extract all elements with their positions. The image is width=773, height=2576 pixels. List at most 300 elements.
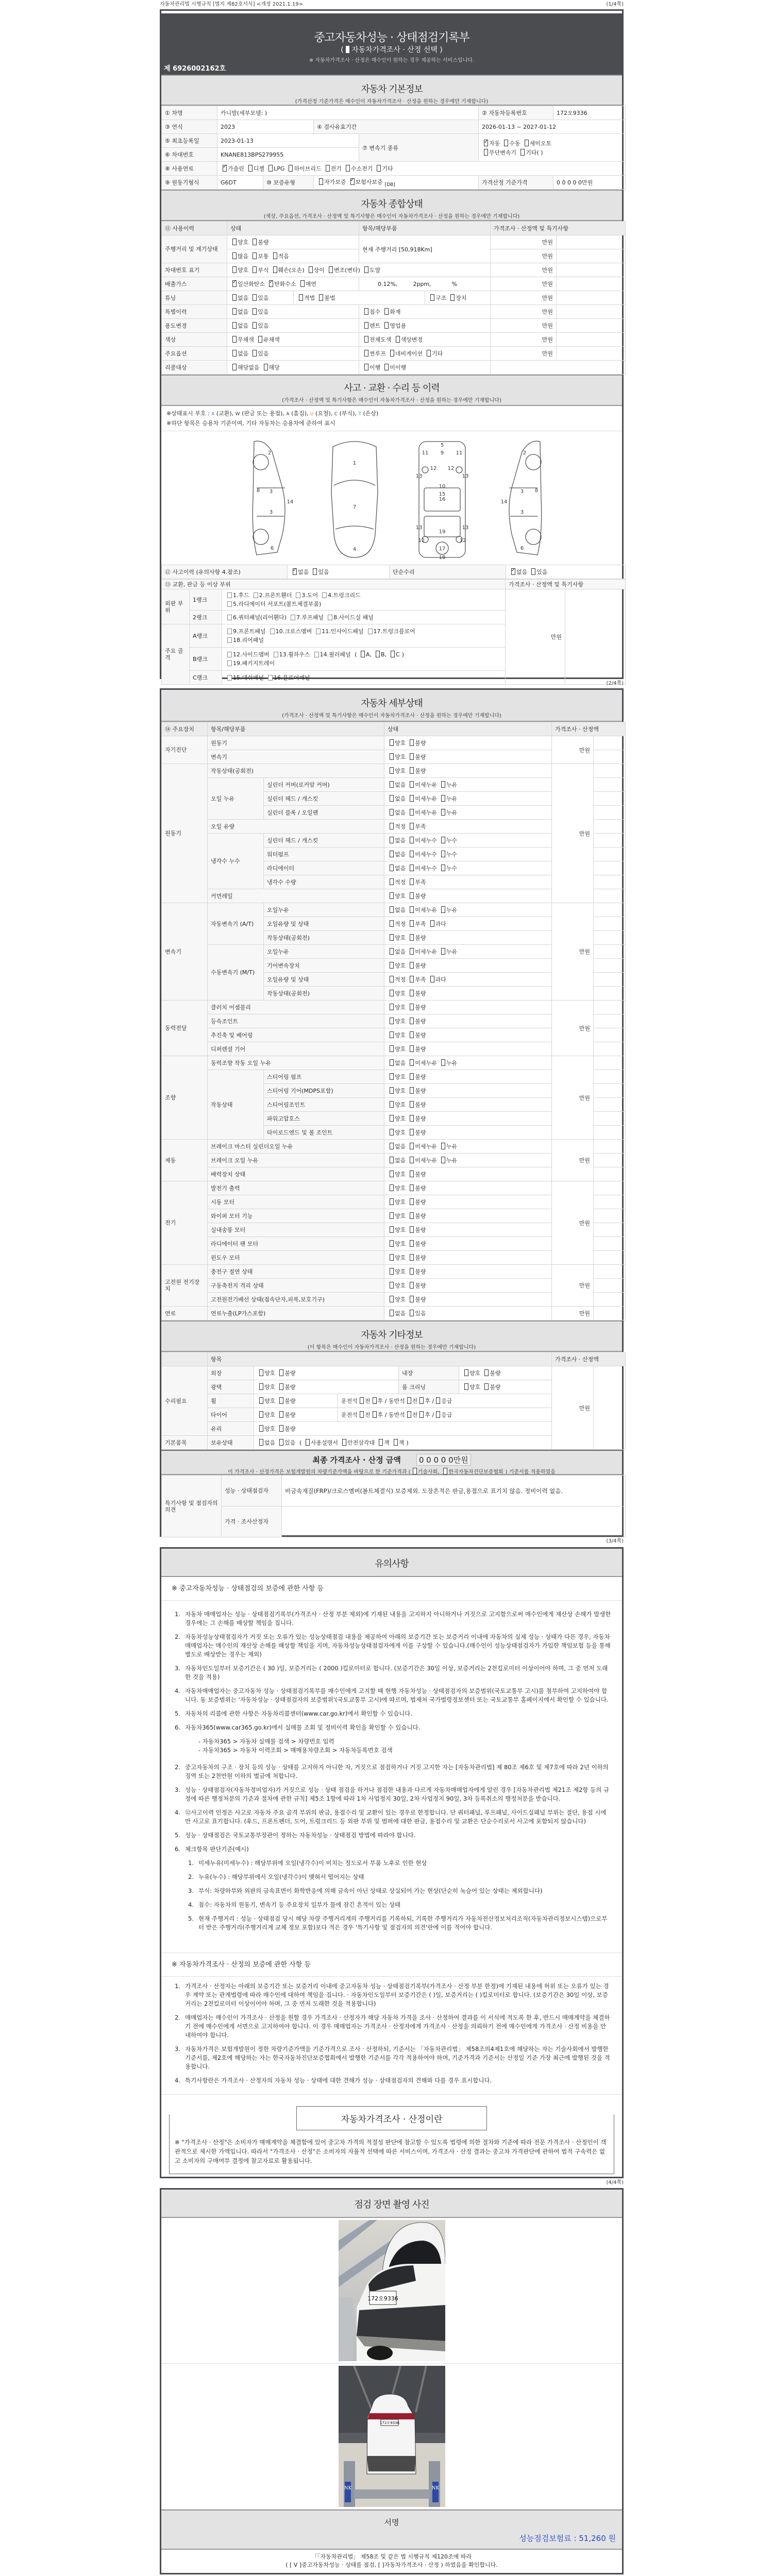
checkbox[interactable]: [390, 1059, 394, 1066]
checkbox[interactable]: [410, 1268, 414, 1275]
checkbox[interactable]: [484, 149, 488, 156]
checkbox-option[interactable]: [250, 323, 268, 329]
part-option[interactable]: [225, 601, 321, 607]
checkbox[interactable]: [390, 753, 394, 760]
part-option[interactable]: [225, 651, 270, 658]
checkbox-option[interactable]: [388, 1157, 406, 1164]
checkbox[interactable]: [410, 781, 414, 788]
checkbox-option[interactable]: [221, 165, 244, 172]
checkbox-option[interactable]: [408, 809, 437, 816]
checkbox-option[interactable]: [509, 569, 527, 575]
part-option[interactable]: [251, 592, 292, 599]
checkbox-option[interactable]: [362, 350, 386, 357]
checkbox-option[interactable]: [388, 768, 406, 774]
checkbox-option[interactable]: [277, 1426, 295, 1432]
checkbox-option[interactable]: [340, 1439, 375, 1446]
checkbox[interactable]: [410, 906, 414, 913]
checkbox-option[interactable]: [408, 851, 437, 858]
checkbox-checked[interactable]: [223, 165, 227, 172]
checkbox-option[interactable]: [250, 239, 268, 246]
checkbox[interactable]: [390, 1129, 394, 1136]
checkbox[interactable]: [410, 1073, 414, 1080]
checkbox-option[interactable]: [408, 1115, 426, 1122]
checkbox[interactable]: [376, 651, 380, 657]
checkbox[interactable]: [279, 1439, 283, 1446]
checkbox-option[interactable]: [304, 1439, 338, 1446]
checkbox-option[interactable]: [362, 364, 380, 371]
checkbox[interactable]: [368, 629, 373, 634]
checkbox[interactable]: [279, 1397, 283, 1404]
checkbox-option[interactable]: [388, 837, 406, 844]
checkbox-option[interactable]: [439, 837, 457, 844]
checkbox[interactable]: [441, 906, 445, 913]
checkbox-option[interactable]: [408, 754, 426, 760]
checkbox[interactable]: [410, 1087, 414, 1094]
checkbox-option[interactable]: [287, 165, 321, 172]
checkbox-option[interactable]: [388, 948, 406, 955]
checkbox[interactable]: [443, 1468, 447, 1475]
checkbox-option[interactable]: [359, 651, 372, 658]
checkbox[interactable]: [441, 809, 445, 816]
checkbox[interactable]: [268, 165, 273, 172]
checkbox[interactable]: [364, 308, 368, 315]
checkbox[interactable]: [410, 1310, 414, 1316]
checkbox-option[interactable]: [307, 267, 325, 274]
checkbox-option[interactable]: [291, 569, 309, 575]
checkbox-option[interactable]: [439, 809, 457, 816]
checkbox[interactable]: [410, 739, 414, 746]
checkbox[interactable]: [390, 1310, 394, 1316]
checkbox-option[interactable]: [408, 782, 437, 788]
checkbox-option[interactable]: [230, 267, 248, 274]
checkbox[interactable]: [313, 568, 317, 575]
checkbox[interactable]: [484, 1383, 489, 1390]
checkbox[interactable]: [232, 364, 237, 370]
checkbox[interactable]: [373, 1397, 377, 1404]
part-option[interactable]: [225, 614, 287, 621]
checkbox-option[interactable]: [408, 907, 437, 913]
checkbox-option[interactable]: [256, 336, 280, 343]
checkbox[interactable]: [259, 1425, 263, 1432]
checkbox[interactable]: [279, 1383, 283, 1390]
checkbox-option[interactable]: [262, 364, 280, 371]
checkbox-option[interactable]: [297, 295, 315, 301]
checkbox[interactable]: [504, 140, 508, 146]
checkbox-option[interactable]: [408, 1171, 426, 1178]
checkbox[interactable]: [227, 660, 232, 666]
checkbox[interactable]: [390, 781, 394, 788]
checkbox-option[interactable]: [523, 140, 552, 147]
checkbox[interactable]: [264, 364, 268, 370]
checkbox-option[interactable]: [388, 823, 406, 830]
checkbox-checked[interactable]: [269, 280, 273, 287]
checkbox-option[interactable]: [277, 1398, 295, 1404]
checkbox-option[interactable]: [408, 1268, 426, 1275]
checkbox[interactable]: [390, 1212, 394, 1219]
checkbox-option[interactable]: [439, 1143, 457, 1150]
checkbox-option[interactable]: [388, 1310, 406, 1317]
checkbox-option[interactable]: [388, 1101, 406, 1108]
checkbox-option[interactable]: [362, 323, 380, 329]
checkbox-option[interactable]: [408, 935, 426, 941]
checkbox[interactable]: [520, 149, 525, 156]
checkbox[interactable]: [484, 1369, 489, 1376]
checkbox-option[interactable]: [230, 295, 248, 301]
checkbox[interactable]: [299, 294, 303, 301]
checkbox-option[interactable]: [382, 309, 400, 315]
checkbox[interactable]: [253, 322, 257, 329]
checkbox[interactable]: [430, 920, 434, 927]
checkbox-option[interactable]: [230, 281, 265, 287]
checkbox[interactable]: [410, 1129, 414, 1136]
checkbox[interactable]: [390, 1254, 394, 1261]
checkbox[interactable]: [464, 1383, 468, 1390]
checkbox[interactable]: [531, 568, 535, 575]
checkbox[interactable]: [390, 1226, 394, 1233]
checkbox[interactable]: [227, 652, 232, 657]
checkbox-option[interactable]: [441, 1469, 503, 1475]
part-option[interactable]: [366, 628, 415, 635]
checkbox[interactable]: [328, 615, 332, 620]
checkbox[interactable]: [364, 350, 368, 357]
checkbox[interactable]: [390, 1240, 394, 1247]
checkbox[interactable]: [390, 1268, 394, 1275]
checkbox-option[interactable]: [482, 1384, 500, 1391]
checkbox[interactable]: [300, 280, 305, 287]
checkbox[interactable]: [410, 878, 414, 885]
checkbox-option[interactable]: [408, 1157, 437, 1164]
checkbox-option[interactable]: [388, 350, 423, 357]
part-option[interactable]: [294, 592, 318, 599]
checkbox-option[interactable]: [388, 1255, 406, 1261]
checkbox-option[interactable]: [277, 1412, 295, 1418]
checkbox-option[interactable]: [377, 1439, 390, 1446]
checkbox-option[interactable]: [388, 865, 406, 872]
checkbox[interactable]: [419, 1397, 424, 1404]
checkbox-option[interactable]: [344, 165, 373, 172]
checkbox[interactable]: [274, 652, 278, 657]
checkbox[interactable]: [390, 920, 394, 927]
checkbox[interactable]: [410, 767, 414, 774]
checkbox[interactable]: [410, 962, 414, 969]
checkbox[interactable]: [342, 1439, 346, 1446]
checkbox-option[interactable]: [388, 1074, 406, 1080]
checkbox-option[interactable]: [388, 1018, 406, 1025]
checkbox-option[interactable]: [230, 239, 248, 246]
checkbox-option[interactable]: [388, 740, 406, 747]
checkbox-option[interactable]: [388, 921, 406, 927]
checkbox-option[interactable]: [408, 1213, 426, 1219]
checkbox-option[interactable]: [518, 149, 543, 156]
checkbox[interactable]: [227, 637, 232, 643]
checkbox[interactable]: [296, 592, 300, 598]
checkbox[interactable]: [441, 865, 445, 871]
checkbox-option[interactable]: [267, 281, 296, 287]
checkbox-option[interactable]: [408, 879, 426, 886]
checkbox[interactable]: [273, 266, 277, 273]
checkbox[interactable]: [394, 1439, 398, 1446]
checkbox[interactable]: [232, 336, 237, 343]
checkbox-option[interactable]: [388, 976, 406, 983]
checkbox[interactable]: [270, 629, 275, 634]
checkbox-option[interactable]: [408, 1088, 426, 1094]
checkbox[interactable]: [390, 1045, 394, 1052]
checkbox-option[interactable]: [439, 851, 457, 858]
checkbox-option[interactable]: [230, 323, 248, 329]
checkbox[interactable]: [232, 266, 237, 273]
part-option[interactable]: [225, 674, 264, 681]
checkbox-checked[interactable]: [350, 178, 355, 185]
checkbox-option[interactable]: [394, 336, 423, 343]
checkbox[interactable]: [430, 294, 434, 301]
checkbox[interactable]: [227, 675, 232, 681]
checkbox[interactable]: [232, 322, 237, 329]
checkbox-option[interactable]: [448, 295, 466, 301]
checkbox-option[interactable]: [250, 253, 268, 260]
checkbox-option[interactable]: [388, 1171, 406, 1178]
checkbox[interactable]: [390, 795, 394, 802]
checkbox[interactable]: [410, 1198, 414, 1205]
checkbox[interactable]: [464, 1369, 468, 1376]
checkbox-option[interactable]: [388, 1282, 406, 1289]
checkbox[interactable]: [373, 1411, 377, 1418]
checkbox[interactable]: [390, 1101, 394, 1108]
checkbox-option[interactable]: [408, 921, 426, 927]
checkbox[interactable]: [390, 809, 394, 816]
checkbox[interactable]: [413, 1468, 417, 1475]
checkbox-option[interactable]: [408, 1199, 426, 1206]
checkbox-option[interactable]: [408, 962, 426, 969]
checkbox-option[interactable]: [388, 1185, 406, 1192]
checkbox[interactable]: [346, 165, 350, 172]
checkbox[interactable]: [232, 308, 237, 315]
checkbox-checked[interactable]: [484, 140, 488, 146]
checkbox[interactable]: [232, 239, 237, 245]
checkbox-option[interactable]: [257, 1398, 275, 1404]
checkbox-option[interactable]: [529, 569, 547, 575]
checkbox[interactable]: [390, 1184, 394, 1191]
checkbox-option[interactable]: [439, 1060, 457, 1066]
checkbox[interactable]: [427, 350, 431, 357]
checkbox[interactable]: [410, 1171, 414, 1177]
checkbox[interactable]: [410, 1282, 414, 1289]
checkbox-option[interactable]: [388, 809, 406, 816]
checkbox-option[interactable]: [271, 267, 305, 274]
checkbox[interactable]: [410, 1212, 414, 1219]
checkbox[interactable]: [377, 165, 381, 172]
checkbox[interactable]: [390, 962, 394, 969]
checkbox-option[interactable]: [389, 651, 400, 658]
checkbox[interactable]: [379, 1439, 383, 1446]
checkbox[interactable]: [419, 1411, 424, 1418]
checkbox-option[interactable]: [388, 1046, 406, 1053]
checkbox[interactable]: [253, 252, 257, 259]
checkbox[interactable]: [259, 1369, 263, 1376]
checkbox[interactable]: [410, 934, 414, 941]
checkbox-option[interactable]: [230, 350, 248, 357]
checkbox[interactable]: [410, 837, 414, 843]
checkbox[interactable]: [441, 781, 445, 788]
checkbox[interactable]: [390, 1198, 394, 1205]
checkbox-option[interactable]: [408, 1004, 426, 1011]
checkbox[interactable]: [391, 651, 395, 657]
checkbox[interactable]: [390, 948, 394, 955]
checkbox-option[interactable]: [388, 1115, 406, 1122]
checkbox[interactable]: [364, 322, 368, 329]
checkbox-option[interactable]: [250, 350, 268, 357]
checkbox[interactable]: [289, 165, 293, 172]
checkbox[interactable]: [384, 308, 389, 315]
part-option[interactable]: [225, 660, 275, 667]
checkbox-option[interactable]: [257, 1384, 275, 1391]
price-option-checkbox[interactable]: [346, 46, 349, 53]
checkbox-option[interactable]: [388, 1060, 406, 1066]
checkbox-option[interactable]: [388, 1268, 406, 1275]
checkbox-option[interactable]: [425, 350, 443, 357]
checkbox[interactable]: [450, 294, 455, 301]
checkbox[interactable]: [410, 1143, 414, 1149]
checkbox[interactable]: [390, 1296, 394, 1302]
checkbox[interactable]: [326, 165, 330, 172]
checkbox[interactable]: [360, 1411, 364, 1418]
checkbox[interactable]: [410, 1004, 414, 1010]
checkbox[interactable]: [364, 266, 368, 273]
part-option[interactable]: [225, 592, 249, 599]
checkbox[interactable]: [314, 652, 319, 657]
checkbox-option[interactable]: [408, 740, 426, 747]
checkbox[interactable]: [410, 795, 414, 802]
checkbox[interactable]: [410, 1018, 414, 1024]
checkbox[interactable]: [390, 1115, 394, 1122]
checkbox[interactable]: [430, 976, 434, 982]
checkbox-option[interactable]: [462, 1384, 480, 1391]
checkbox[interactable]: [441, 1143, 445, 1149]
checkbox[interactable]: [291, 615, 295, 620]
checkbox-option[interactable]: [257, 1412, 275, 1418]
checkbox[interactable]: [410, 892, 414, 899]
checkbox-option[interactable]: [388, 879, 406, 886]
checkbox[interactable]: [364, 336, 368, 343]
checkbox[interactable]: [390, 1171, 394, 1177]
part-option[interactable]: [312, 651, 351, 658]
checkbox[interactable]: [441, 1059, 445, 1066]
checkbox[interactable]: [390, 1004, 394, 1010]
checkbox[interactable]: [248, 165, 253, 172]
checkbox-option[interactable]: [462, 1370, 480, 1377]
checkbox-option[interactable]: [408, 948, 437, 955]
checkbox-option[interactable]: [482, 1370, 500, 1377]
checkbox[interactable]: [441, 948, 445, 955]
checkbox[interactable]: [390, 350, 394, 357]
checkbox[interactable]: [319, 294, 323, 301]
checkbox[interactable]: [361, 651, 365, 657]
checkbox-option[interactable]: [439, 907, 457, 913]
checkbox[interactable]: [410, 1059, 414, 1066]
checkbox-option[interactable]: [230, 364, 260, 371]
checkbox-option[interactable]: [439, 782, 457, 788]
checkbox[interactable]: [390, 739, 394, 746]
checkbox-option[interactable]: [408, 1227, 426, 1233]
checkbox[interactable]: [436, 1397, 440, 1404]
checkbox-option[interactable]: [388, 1129, 406, 1136]
checkbox-option[interactable]: [388, 782, 406, 788]
checkbox-option[interactable]: [388, 754, 406, 760]
checkbox-option[interactable]: [246, 165, 264, 172]
checkbox-option[interactable]: [250, 309, 268, 315]
checkbox-option[interactable]: [408, 1241, 426, 1247]
checkbox-option[interactable]: [348, 179, 383, 185]
checkbox[interactable]: [390, 851, 394, 857]
checkbox[interactable]: [259, 1383, 263, 1390]
checkbox-option[interactable]: [374, 651, 386, 658]
checkbox-option[interactable]: [408, 1185, 426, 1192]
checkbox-option[interactable]: [266, 165, 284, 172]
checkbox-option[interactable]: [388, 990, 406, 997]
checkbox-option[interactable]: [408, 976, 426, 983]
part-option[interactable]: [272, 651, 310, 658]
checkbox-option[interactable]: [388, 1199, 406, 1206]
checkbox[interactable]: [316, 629, 321, 634]
checkbox[interactable]: [410, 823, 414, 829]
checkbox[interactable]: [390, 1157, 394, 1163]
checkbox-option[interactable]: [388, 893, 406, 900]
checkbox[interactable]: [390, 990, 394, 996]
checkbox-option[interactable]: [408, 1296, 426, 1303]
checkbox[interactable]: [259, 1439, 263, 1446]
checkbox[interactable]: [410, 851, 414, 857]
checkbox-option[interactable]: [408, 1018, 426, 1025]
checkbox-option[interactable]: [408, 1129, 426, 1136]
checkbox[interactable]: [390, 976, 394, 982]
checkbox-option[interactable]: [317, 179, 346, 185]
checkbox-option[interactable]: [327, 267, 360, 274]
checkbox[interactable]: [227, 629, 232, 634]
checkbox-option[interactable]: [408, 865, 437, 872]
checkbox[interactable]: [436, 1411, 440, 1418]
checkbox-option[interactable]: [408, 795, 437, 802]
checkbox[interactable]: [410, 976, 414, 982]
checkbox[interactable]: [253, 308, 257, 315]
checkbox-option[interactable]: [439, 795, 457, 802]
part-option[interactable]: [320, 592, 361, 599]
checkbox[interactable]: [390, 823, 394, 829]
checkbox[interactable]: [441, 1157, 445, 1163]
checkbox-option[interactable]: [317, 295, 335, 301]
checkbox-option[interactable]: [362, 336, 392, 343]
checkbox-option[interactable]: [230, 253, 248, 260]
checkbox[interactable]: [410, 1031, 414, 1038]
checkbox-option[interactable]: [382, 323, 406, 329]
checkbox-option[interactable]: [311, 569, 329, 575]
checkbox-option[interactable]: [388, 907, 406, 913]
checkbox[interactable]: [410, 948, 414, 955]
part-option[interactable]: [268, 628, 312, 635]
checkbox-option[interactable]: [439, 1157, 457, 1164]
checkbox[interactable]: [360, 1397, 364, 1404]
checkbox-option[interactable]: [408, 1143, 437, 1150]
checkbox-checked[interactable]: [293, 568, 297, 575]
checkbox[interactable]: [410, 1115, 414, 1122]
checkbox[interactable]: [390, 1073, 394, 1080]
checkbox-option[interactable]: [408, 837, 437, 844]
checkbox[interactable]: [441, 851, 445, 857]
checkbox[interactable]: [364, 364, 368, 370]
checkbox-option[interactable]: [362, 267, 380, 274]
checkbox[interactable]: [525, 140, 529, 146]
checkbox[interactable]: [410, 809, 414, 816]
checkbox[interactable]: [410, 753, 414, 760]
checkbox[interactable]: [390, 1031, 394, 1038]
